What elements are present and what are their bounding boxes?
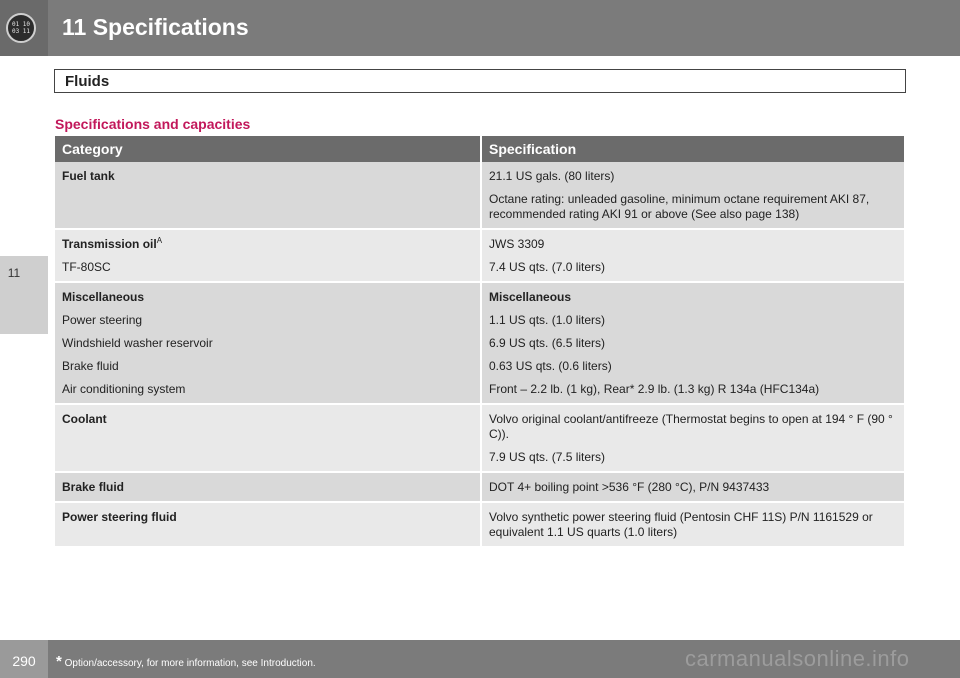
section-title: Fluids [65,73,110,90]
category-cell [55,472,481,502]
category-detail: Windshield washer reservoir [62,336,213,350]
table-row [55,502,904,547]
specification-line: 7.4 US qts. (7.0 liters) [489,260,606,274]
specification-line: 6.9 US qts. (6.5 liters) [489,336,606,350]
page-number-block [0,640,48,678]
header-icon-block [0,0,48,56]
table-row [55,162,904,229]
table-row [55,229,904,282]
watermark: carmanualsonline.info [685,646,910,671]
specification-line: Octane rating: unleaded gasoline, minimum octane requirement AKI 87, recommended rating AKI 91 or above (See also page 138) [489,192,870,221]
category-cell [55,282,481,404]
specification-heading: Miscellaneous [489,290,572,304]
page-number: 290 [12,653,36,669]
specification-cell [481,404,904,472]
specification-line: Front – 2.2 lb. (1 kg), Rear* 2.9 lb. (1.3 kg) R 134a (HFC134a) [489,382,820,396]
category-name: Transmission oil [62,237,157,251]
specifications-table [55,136,904,548]
specification-line: DOT 4+ boiling point >536 °F (280 °C), P/N 9437433 [489,480,770,494]
specification-cell [481,229,904,282]
chapter-title: 11 Specifications [62,14,249,40]
category-name: Fuel tank [62,169,115,183]
table-row [55,472,904,502]
table-row [55,404,904,472]
category-name: Brake fluid [62,480,125,494]
chapter-dial-icon: 01 10 03 11 [6,13,36,43]
specification-line: JWS 3309 [489,237,545,251]
category-cell [55,229,481,282]
footnote-marker: A [156,236,163,245]
category-line [62,237,473,252]
table-header-row [55,136,904,162]
footnote [56,653,316,670]
specification-line: 21.1 US gals. (80 liters) [489,169,615,183]
category-name: Power steering fluid [62,510,177,524]
side-strip [0,56,48,640]
page-header [0,0,960,56]
specification-cell [481,502,904,547]
footnote-star: * [56,653,62,670]
category-cell [55,502,481,547]
column-header-category: Category [55,136,481,162]
category-cell [55,162,481,229]
specification-cell [481,282,904,404]
category-detail: Power steering [62,313,143,327]
category-cell [55,404,481,472]
specification-line: Volvo synthetic power steering fluid (Pentosin CHF 11S) P/N 1161529 or equivalent 1.1 US quarts (1.0 liters) [489,510,873,539]
category-detail: Air conditioning system [62,382,186,396]
specification-cell [481,162,904,229]
specification-cell [481,472,904,502]
chapter-tab-label: 11 [7,266,21,280]
chapter-tab[interactable] [0,256,48,334]
specification-line: 1.1 US qts. (1.0 liters) [489,313,606,327]
table-row [55,282,904,404]
category-detail: Brake fluid [62,359,119,373]
subheading: Specifications and capacities [55,116,251,132]
specification-line: Volvo original coolant/antifreeze (Thermostat begins to open at 194 ° F (90 ° C)). [489,412,893,441]
category-name: Coolant [62,412,107,426]
specification-line: 7.9 US qts. (7.5 liters) [489,450,606,464]
category-detail: TF-80SC [62,260,111,274]
column-header-specification: Specification [481,136,904,162]
specification-line: 0.63 US qts. (0.6 liters) [489,359,612,373]
section-box [54,69,906,93]
category-name: Miscellaneous [62,290,145,304]
footnote-text: Option/accessory, for more information, see Introduction. [64,658,316,669]
